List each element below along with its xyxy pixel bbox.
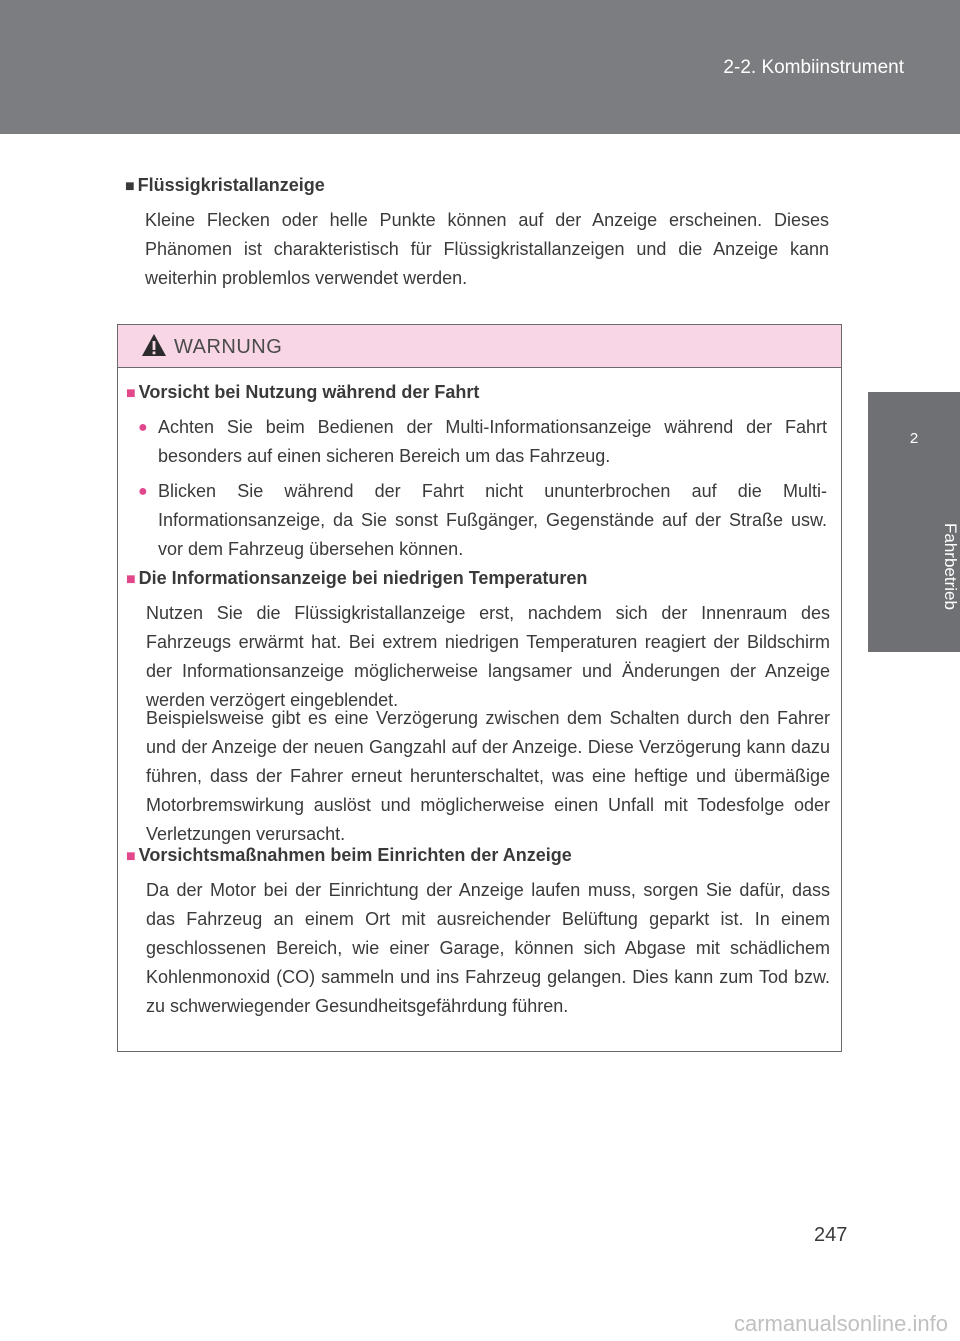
bullet-icon: ● <box>138 483 148 500</box>
chapter-title: 2-2. Kombiinstrument <box>723 57 904 78</box>
section-marker: ■ <box>126 571 136 588</box>
warning-triangle-icon <box>141 333 167 362</box>
warning-section-title: ■ Die Informationsanzeige bei niedrigen Temperaturen <box>126 568 588 588</box>
warning-header <box>118 325 841 368</box>
watermark: carmanualsonline.info <box>733 1311 948 1336</box>
warning-paragraph: Nutzen Sie die Flüssigkristallanzeige erst, nachdem sich der Innenraum des Fahrzeugs erwärmt hat. Bei extrem niedrigen Temperaturen reagiert der Bildschirm der Informationsanzeige möglicherweise langsamer und Änderungen der Anzeige werden verzögert eingeblendet. <box>146 603 830 710</box>
page-header <box>0 0 960 134</box>
warning-title: WARNUNG <box>174 336 283 358</box>
chapter-number: 2 <box>909 430 919 447</box>
warning-box <box>117 324 842 1052</box>
section-marker: ■ <box>126 385 136 402</box>
section-marker: ■ <box>125 178 135 195</box>
chapter-side-tab <box>868 392 960 652</box>
warning-section-title: ■ Vorsicht bei Nutzung während der Fahrt <box>126 382 480 402</box>
bullet-icon: ● <box>138 419 148 436</box>
list-item-text: Achten Sie beim Bedienen der Multi-Informationsanzeige während der Fahrt besonders auf einen sicheren Bereich um das Fahrzeug. <box>158 417 827 466</box>
warning-paragraph: Beispielsweise gibt es eine Verzögerung zwischen dem Schalten durch den Fahrer und der Anzeige der neuen Gangzahl auf der Anzeige. Diese Verzögerung kann dazu führen, dass der Fahrer erneut herunterschaltet, was eine heftige und übermäßige Motorbremswirkung auslöst und möglicherweise einen Unfall mit Todesfolge oder Verletzungen verursacht. <box>146 708 830 844</box>
warning-paragraph: Da der Motor bei der Einrichtung der Anzeige laufen muss, sorgen Sie dafür, dass das Fahrzeug an einem Ort mit ausreichender Belüftung geparkt ist. In einem geschlossenen Bereich, wie einer Garage, können sich Abgase mit schädlichem Kohlenmonoxid (CO) sammeln und ins Fahrzeug gelangen. Dies kann zum Tod bzw. zu schwerwiegender Gesundheitsgefährdung führen. <box>146 880 830 1016</box>
page-number: 247 <box>814 1224 848 1246</box>
chapter-label: Fahrbetrieb <box>941 522 960 610</box>
intro-section-title: ■ Flüssigkristallanzeige <box>125 175 325 195</box>
list-item-text: Blicken Sie während der Fahrt nicht ununterbrochen auf die Multi-Informationsanzeige, da Sie sonst Fußgänger, Gegenstände auf der Straße usw. vor dem Fahrzeug übersehen können. <box>158 481 827 559</box>
intro-paragraph: Kleine Flecken oder helle Punkte können auf der Anzeige erscheinen. Dieses Phänomen ist charakteristisch für Flüssigkristallanzeigen und die Anzeige kann weiterhin problemlos verwendet werden. <box>145 210 829 288</box>
warning-section-title: ■ Vorsichtsmaßnahmen beim Einrichten der Anzeige <box>126 845 572 865</box>
section-marker: ■ <box>126 848 136 865</box>
